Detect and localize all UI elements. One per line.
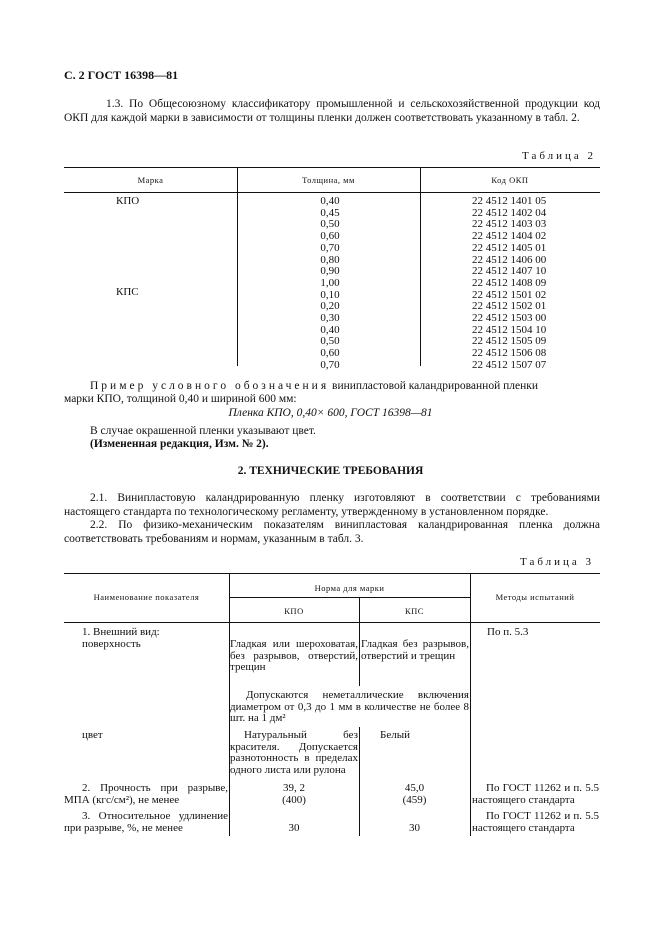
table2-header-thickness: Толщина, мм [302,175,355,185]
table2-code-cell: 22 4512 1402 04 [472,206,547,219]
table3-vline-2b [359,727,360,836]
table2-top-rule [64,167,600,168]
table2-code-cell: 22 4512 1408 09 [472,276,547,289]
table2-header-rule [64,192,600,193]
table2-code-cell: 22 4512 1507 07 [472,358,547,371]
table2-thickness-cell: 1,00 [320,276,340,289]
paragraph-2-1: 2.1. Винипластовую каландрированную пленку изготовляют в соответствии с требованиями настоящего стандарта по технологическому регламенту, утвержденному в установленном порядке. [64,492,600,518]
table3-header-name: Наименование показателя [93,592,200,602]
table2-thickness-cell: 0,60 [320,230,340,243]
paragraph-1-3: 1.3. По Общесоюзному классификатору промышленной и сельскохозяйственной продукции код ОКП для каждой марки в зависимости от толщины пленки должен соответствовать указанному в табл. 2. [64,98,600,124]
table2-code-column [472,196,582,372]
example-line-2: марки КПО, толщиной 0,40 и шириной 600 мм: [64,393,297,405]
table3-r1-inclusions: Допускаются неметаллические включения диаметром от 0,3 до 1 мм в количестве не более 8 шт. на 1 дм² [230,689,469,725]
table3-header-kpo: КПО [284,606,304,616]
example-line-1 [90,380,600,394]
section-2-title: 2. ТЕХНИЧЕСКИЕ ТРЕБОВАНИЯ [237,465,424,477]
table3-r1-color: цвет [82,729,103,741]
table3-r3-method: По ГОСТ 11262 и п. 5.5 настоящего стандарта [472,810,599,834]
example-note: В случае окрашенной пленки указывают цвет. [90,425,316,437]
table2-code-cell: 22 4512 1403 03 [472,218,547,231]
table2-thickness-cell: 0,40 [320,323,340,336]
table2-thickness-cell: 0,40 [320,195,340,207]
table2-code-cell: 22 4512 1504 10 [472,323,547,336]
table2-mark-kps: КПС [116,286,139,298]
page-header: С. 2 ГОСТ 16398—81 [64,68,179,82]
table3-r2-kpo: 39, 2 (400) [282,782,306,806]
example-designation: Пленка КПО, 0,40× 600, ГОСТ 16398—81 [228,407,433,419]
table3-r1-color-kps: Белый [380,729,410,741]
table3-r3-kps: 30 [409,822,420,834]
example-spaced-lead: Пример условного обозначения [90,380,330,392]
table2-code-cell: 22 4512 1406 00 [472,253,547,266]
table2-thickness-cell: 0,10 [320,288,340,301]
table3-r2-name: 2. Прочность при разрыве, МПА (кгс/см²), не менее [64,782,228,806]
table2-thickness-cell: 0,90 [320,265,340,278]
table2-thickness-cell: 0,20 [320,300,340,313]
table2-thickness-cell: 0,60 [320,347,340,360]
table3-subheader-rule [229,597,470,598]
table2-caption: Таблица 2 [522,150,597,162]
table2-vline-2 [420,167,421,366]
example-text-rest: винипластовой каландрированной пленки [332,380,538,392]
table2-thickness-cell: 0,50 [320,335,340,348]
table2-code-cell: 22 4512 1401 05 [472,195,547,207]
table2-thickness-cell: 0,80 [320,253,340,266]
table2-thickness-cell: 0,30 [320,312,340,325]
table3-r1-color-kpo: Натуральный без красителя. Допускается разнотонность в пределах одного листа или рулона [230,729,358,777]
revision-note: (Измененная редакция, Изм. № 2). [90,438,269,450]
table3-r1-method: По п. 5.3 [487,626,529,638]
table3-top-rule [64,573,600,574]
table3-caption: Таблица 3 [520,556,595,568]
table3-header-norm: Норма для марки [314,583,385,593]
table2-code-cell: 22 4512 1501 02 [472,288,547,301]
table3-r3-name: 3. Относительное удлинение при разрыве, %, не менее [64,810,228,834]
table2-code-cell: 22 4512 1505 09 [472,335,547,348]
table3-r3-kpo: 30 [288,822,300,834]
table3-r1-name: 1. Внешний вид: [82,626,160,638]
table2-vline-1 [237,167,238,366]
table3-vline-3 [470,573,471,836]
table3-r1-kpo: Гладкая или шероховатая, без разрывов, отверстий, трещин [230,638,358,674]
table2-header-mark: Марка [137,175,164,185]
table2-mark-kpo: КПО [116,195,140,207]
table2-code-cell: 22 4512 1502 01 [472,300,547,313]
table3-header-rule [64,622,600,623]
table2-thickness-column [295,196,365,372]
table2-code-cell: 22 4512 1407 10 [472,265,547,278]
table3-header-kps: КПС [405,606,424,616]
table2-thickness-cell: 0,70 [320,358,340,371]
table3-r1-surface: поверхность [82,638,141,650]
table3-header-method: Методы испытаний [495,592,575,602]
table3-r2-kps: 45,0 (459) [402,782,427,806]
paragraph-2-2: 2.2. По физико-механическим показателям винипластовая каландрированная пленка должна соответствовать требованиям и нормам, указанным в табл. 3. [64,519,600,545]
table2-code-cell: 22 4512 1404 02 [472,230,547,243]
table2-code-cell: 22 4512 1506 08 [472,347,547,360]
table2-thickness-cell: 0,50 [320,218,340,231]
table3-r1-kps: Гладкая без разрывов, отверстий и трещин [361,638,469,662]
table2-thickness-cell: 0,45 [320,206,340,219]
table3-r2-method: По ГОСТ 11262 и п. 5.5 настоящего стандарта [472,782,599,806]
table2-code-cell: 22 4512 1405 01 [472,241,547,254]
table2-code-cell: 22 4512 1503 00 [472,312,547,325]
table2-header-code: Код ОКП [491,175,529,185]
table2-thickness-cell: 0,70 [320,241,340,254]
